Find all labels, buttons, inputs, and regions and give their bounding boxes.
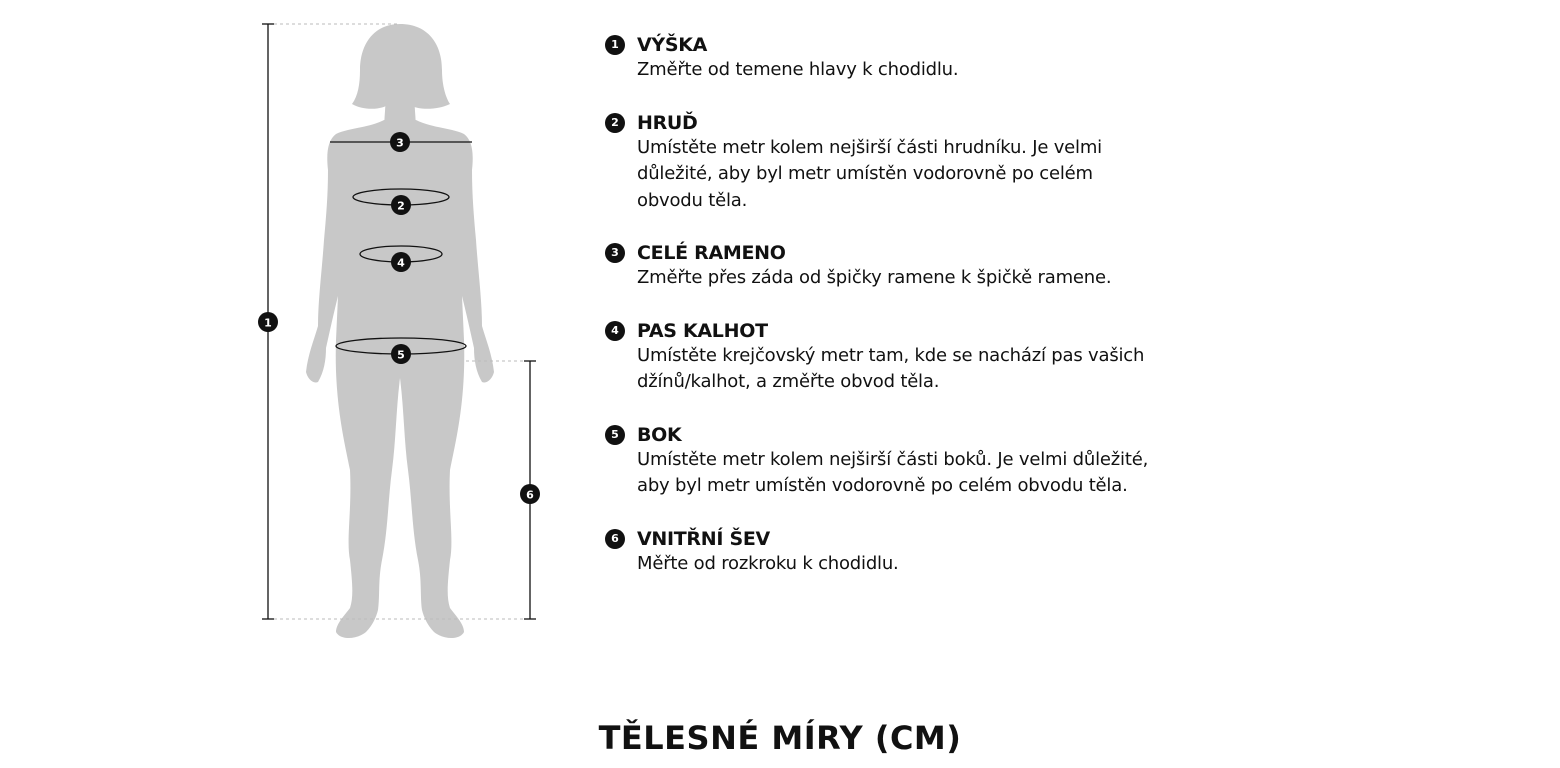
female-silhouette (306, 24, 494, 638)
marker-2 (391, 195, 411, 215)
marker-1-label: 1 (264, 316, 272, 330)
marker-3 (390, 132, 410, 152)
measurement-description: Měřte od rozkroku k chodidlu. (637, 552, 899, 574)
measurement-item-chest (605, 111, 1205, 215)
measurement-item-shoulder (605, 241, 1205, 292)
measurement-title: CELÉ RAMENO (637, 242, 786, 264)
marker-2-label: 2 (397, 199, 405, 213)
measurement-description: Umístěte metr kolem nejširší části hrudníku. Je velmi důležité, aby byl metr umístěn vodorovně po celém obvodu těla. (637, 136, 1102, 211)
number-badge: 6 (605, 529, 625, 549)
marker-1 (258, 312, 278, 332)
measurement-title: PAS KALHOT (637, 319, 768, 342)
measurement-description: Umístěte metr kolem nejširší části boků. Je velmi důležité, aby byl metr umístěn vodorovně po celém obvodu těla. (637, 448, 1149, 496)
measurement-description: Umístěte krejčovský metr tam, kde se nachází pas vašich džínů/kalhot, a změřte obvod těla. (637, 344, 1145, 392)
measurement-list (605, 33, 1205, 577)
page-title: TĚLESNÉ MÍRY (CM) (598, 719, 962, 757)
measurement-item-waist (605, 319, 1205, 396)
marker-4 (391, 252, 411, 272)
number-badge: 5 (605, 425, 625, 445)
number-badge: 2 (605, 113, 625, 133)
measurement-item-height (605, 33, 1205, 84)
measurement-item-inseam (605, 527, 1205, 578)
number-badge: 4 (605, 321, 625, 341)
measurement-description: Změřte přes záda od špičky ramene k špičkě ramene. (637, 267, 1112, 288)
marker-6-label: 6 (526, 488, 534, 502)
measurement-title: HRUĎ (637, 111, 698, 134)
measurement-item-hip (605, 423, 1205, 500)
number-badge: 1 (605, 35, 625, 55)
marker-6 (520, 484, 540, 504)
marker-4-label: 4 (397, 256, 405, 270)
marker-3-label: 3 (396, 136, 404, 150)
measurement-title: BOK (637, 423, 682, 446)
measurement-description: Změřte od temene hlavy k chodidlu. (637, 59, 959, 80)
marker-5 (391, 344, 411, 364)
number-badge: 3 (605, 243, 625, 263)
measurement-title: VNITŘNÍ ŠEV (637, 527, 770, 550)
marker-5-label: 5 (397, 348, 405, 362)
measurement-title: VÝŠKA (637, 34, 708, 56)
body-figure (230, 0, 570, 660)
